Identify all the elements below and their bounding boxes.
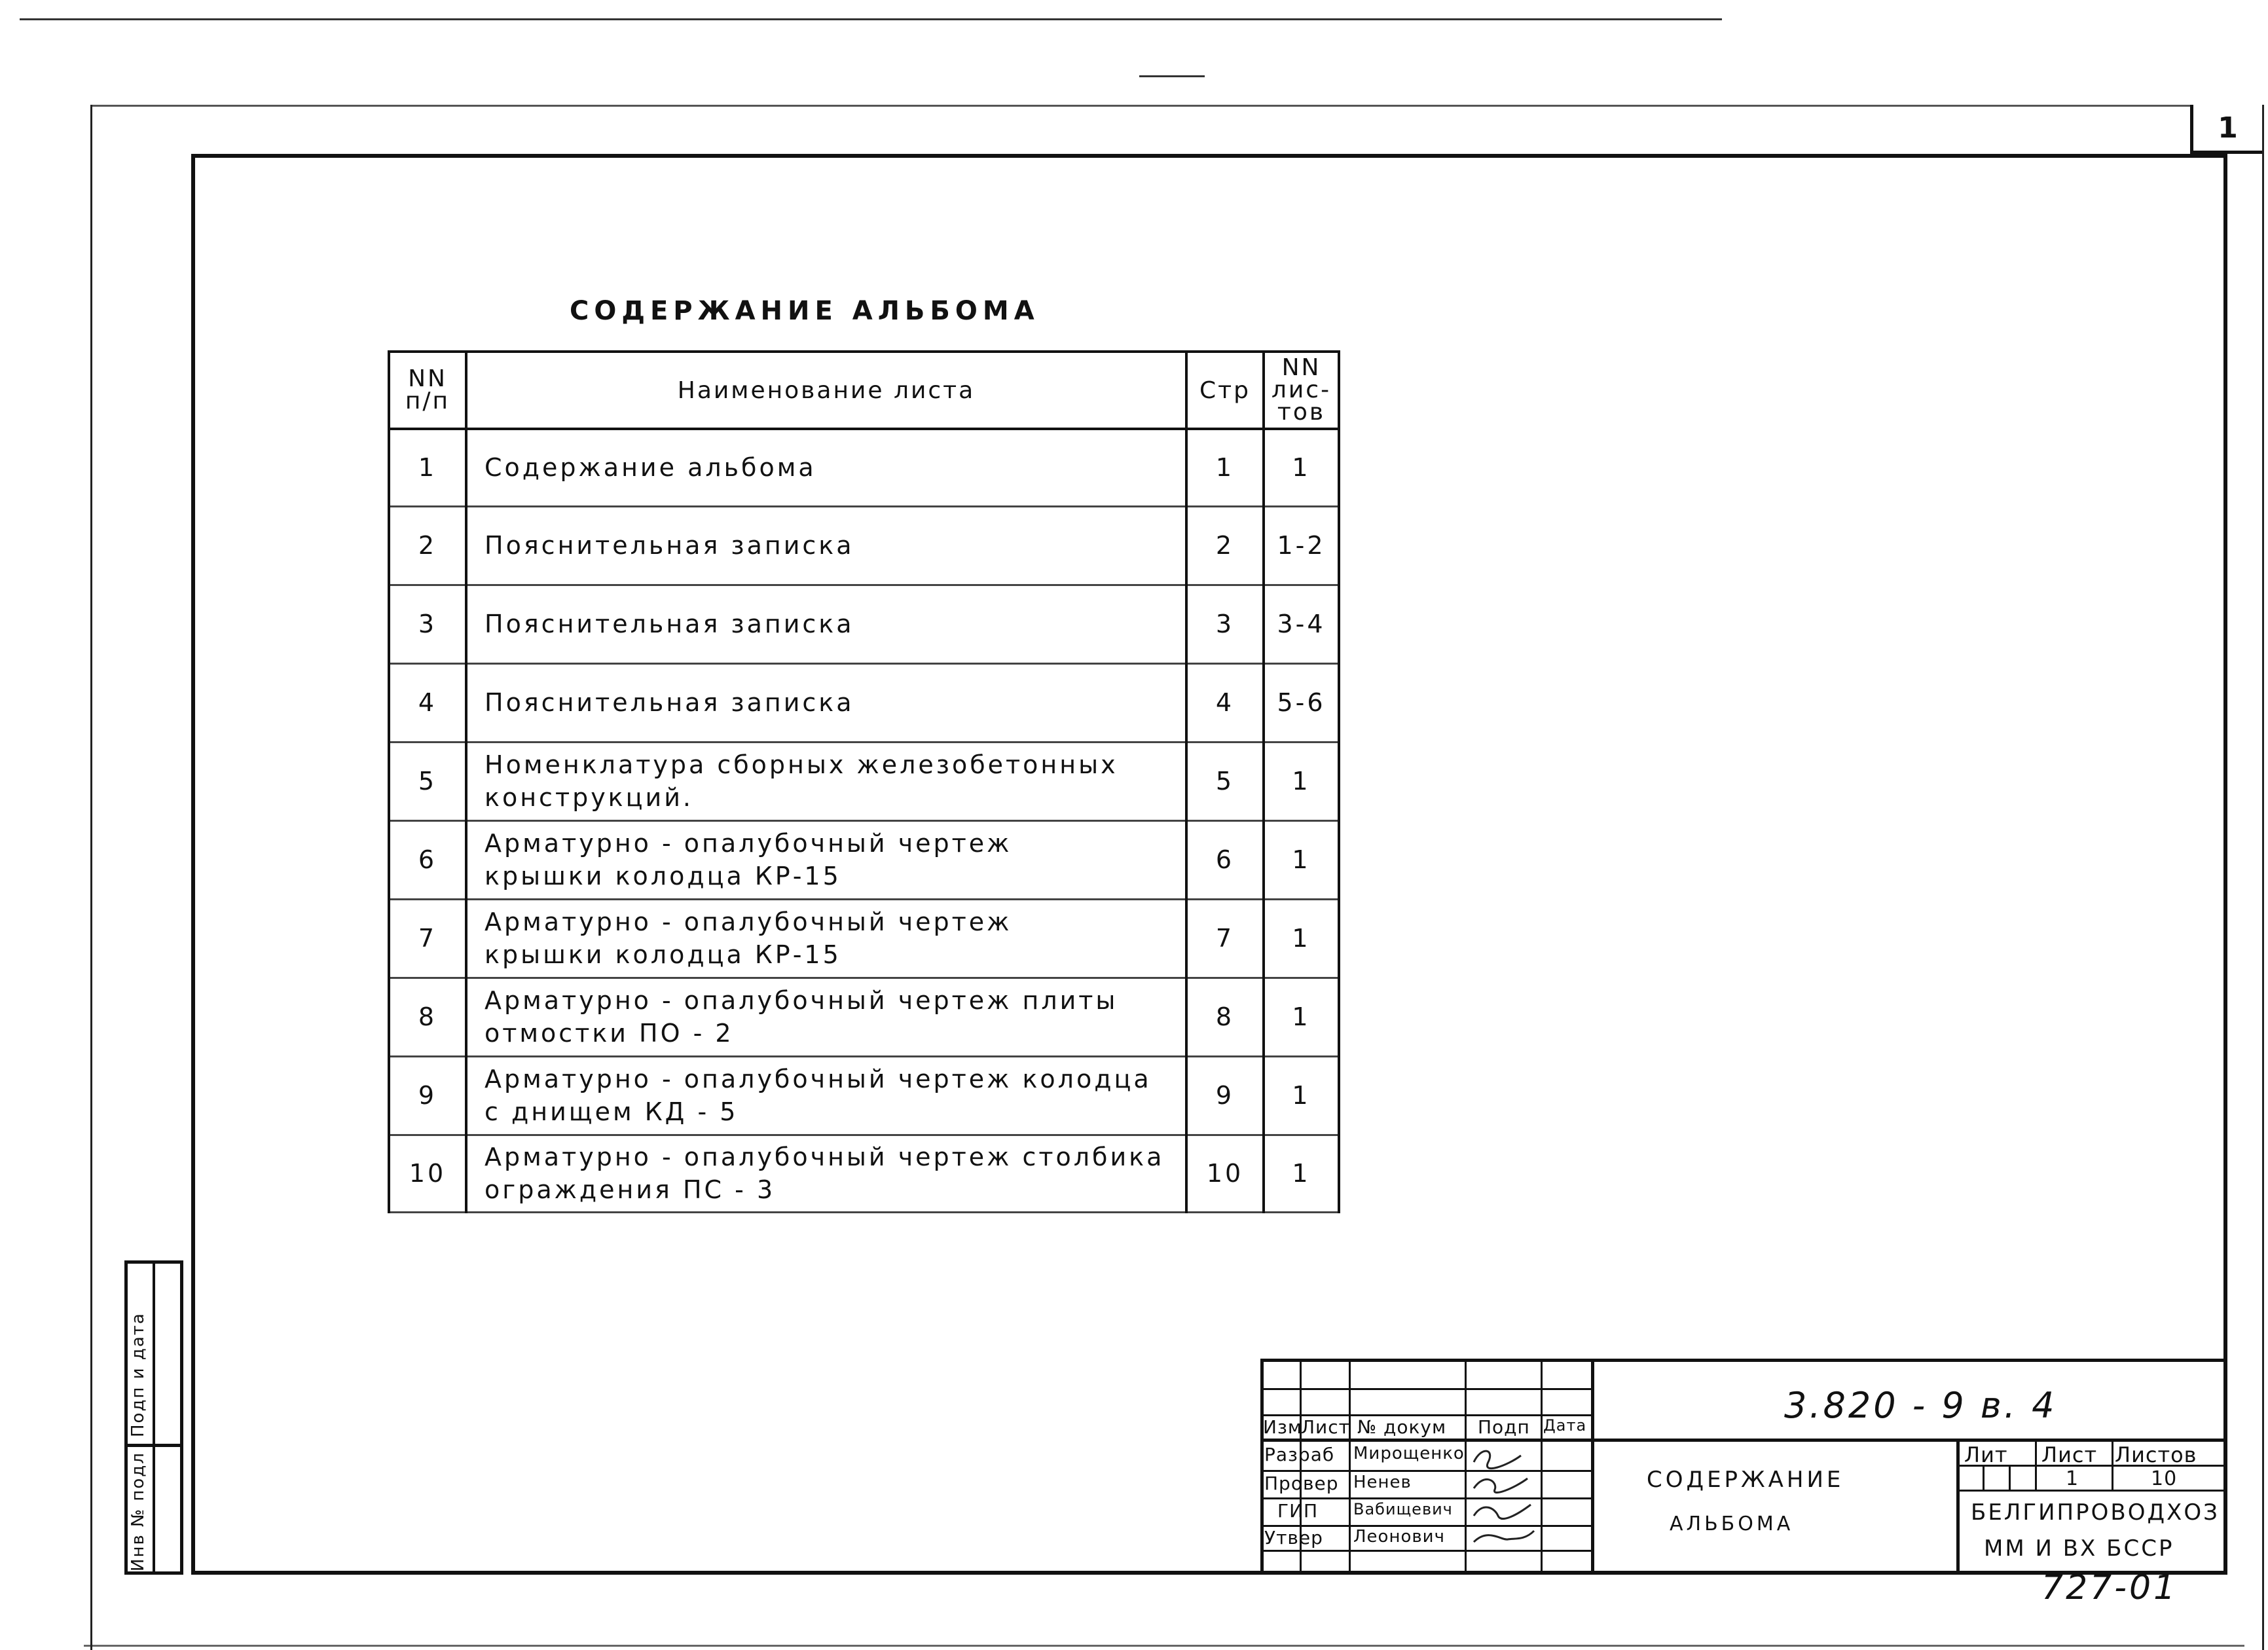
doc-title-line-2: АЛЬБОМА — [1670, 1512, 1794, 1535]
side-stamp-separator — [128, 1444, 180, 1447]
row-page: 9 — [1186, 1056, 1264, 1135]
row-number: 4 — [389, 663, 466, 742]
row-sheet-name-line: с днищем КД - 5 — [485, 1097, 739, 1126]
table-row — [389, 663, 1339, 742]
tb-header-doc: № докум — [1357, 1416, 1447, 1438]
row-sheet-name-line: конструкций. — [485, 783, 693, 812]
row-sheet-name — [466, 978, 1186, 1056]
row-sheet-name-line: ограждения ПС - 3 — [485, 1175, 776, 1204]
sheet-number-box — [2190, 105, 2262, 154]
row-sheets: 3-4 — [1264, 585, 1339, 663]
tb-name-gip: Вабищевич — [1353, 1500, 1453, 1518]
tb-header-sign: Подп — [1478, 1416, 1530, 1438]
tb-role-developer: Разраб — [1264, 1444, 1335, 1465]
row-page: 4 — [1186, 663, 1264, 742]
row-sheets: 1 — [1264, 1056, 1339, 1135]
table-row — [389, 585, 1339, 663]
top-dash-line — [1139, 75, 1205, 77]
side-label-inventory: Инв № подл — [128, 1452, 148, 1571]
tb-name-developer: Мирощенко — [1353, 1444, 1465, 1463]
row-sheet-name — [466, 820, 1186, 899]
table-row — [389, 429, 1339, 506]
row-page: 3 — [1186, 585, 1264, 663]
row-page: 6 — [1186, 820, 1264, 899]
tb-header-izm: Изм — [1263, 1416, 1302, 1438]
row-sheet-name-line: крышки колодца КР-15 — [485, 862, 841, 890]
row-sheet-name-line: Содержание альбома — [485, 453, 816, 483]
table-row — [389, 899, 1339, 978]
row-sheet-name — [466, 429, 1186, 506]
side-stamp-divider — [153, 1264, 155, 1571]
row-sheets: 1-2 — [1264, 506, 1339, 585]
header-page: Стр — [1186, 352, 1264, 429]
header-name: Наименование листа — [466, 352, 1186, 429]
contents-body — [389, 429, 1339, 1212]
row-number: 3 — [389, 585, 466, 663]
row-sheet-name-line: Арматурно - опалубочный чертеж — [485, 829, 1012, 858]
row-number: 6 — [389, 820, 466, 899]
table-row — [389, 1056, 1339, 1135]
row-sheet-name — [466, 1056, 1186, 1135]
sheet-number: 1 — [2218, 111, 2238, 145]
tb-sheets-value: 10 — [2151, 1467, 2178, 1490]
row-number: 1 — [389, 429, 466, 506]
row-sheet-name-line: Номенклатура сборных железобетонных — [485, 750, 1118, 779]
row-sheet-name-line: Пояснительная записка — [485, 531, 854, 560]
row-sheets: 5-6 — [1264, 663, 1339, 742]
row-page: 2 — [1186, 506, 1264, 585]
row-page: 8 — [1186, 978, 1264, 1056]
row-sheets: 1 — [1264, 429, 1339, 506]
row-page: 10 — [1186, 1135, 1264, 1212]
tb-sheet-value: 1 — [2066, 1467, 2079, 1490]
side-label-signature: Подп и дата — [128, 1312, 148, 1437]
row-sheet-name — [466, 742, 1186, 820]
tb-sheet-label: Лист — [2041, 1442, 2098, 1467]
row-sheet-name — [466, 663, 1186, 742]
doc-title-line-1: СОДЕРЖАНИЕ — [1647, 1467, 1844, 1493]
row-sheet-name-line: Арматурно - опалубочный чертеж плиты — [485, 986, 1118, 1015]
row-number: 10 — [389, 1135, 466, 1212]
row-sheet-name-line: Арматурно - опалубочный чертеж — [485, 908, 1012, 936]
row-sheet-name — [466, 585, 1186, 663]
row-sheet-name — [466, 506, 1186, 585]
row-number: 8 — [389, 978, 466, 1056]
row-number: 2 — [389, 506, 466, 585]
tb-name-checker: Ненев — [1353, 1473, 1412, 1492]
row-number: 9 — [389, 1056, 466, 1135]
table-row — [389, 1135, 1339, 1212]
row-page: 1 — [1186, 429, 1264, 506]
row-sheet-name-line: Арматурно - опалубочный чертеж столбика — [485, 1143, 1165, 1171]
row-number: 7 — [389, 899, 466, 978]
row-sheet-name-line: Пояснительная записка — [485, 688, 854, 717]
tb-header-list: Лист — [1301, 1416, 1350, 1438]
tb-name-approver: Леонович — [1353, 1527, 1445, 1547]
signature-marks — [1469, 1442, 1539, 1550]
org-line-1: БЕЛГИПРОВОДХОЗ — [1971, 1499, 2220, 1526]
tb-role-approver: Утвер — [1264, 1527, 1323, 1549]
tb-sheets-label: Листов — [2115, 1442, 2197, 1467]
table-row — [389, 978, 1339, 1056]
page-title: СОДЕРЖАНИЕ АЛЬБОМА — [570, 296, 1040, 326]
bottom-code: 727-01 — [2041, 1568, 2178, 1607]
tb-role-gip: ГИП — [1277, 1500, 1319, 1522]
row-sheet-name-line: Пояснительная записка — [485, 610, 854, 638]
tb-role-checker: Провер — [1264, 1473, 1339, 1494]
table-row — [389, 820, 1339, 899]
tb-lit-label: Лит — [1964, 1442, 2008, 1467]
row-sheets: 1 — [1264, 820, 1339, 899]
row-sheets: 1 — [1264, 899, 1339, 978]
row-sheets: 1 — [1264, 742, 1339, 820]
org-line-2: ММ И ВХ БССР — [1984, 1535, 2174, 1562]
row-page: 5 — [1186, 742, 1264, 820]
title-block — [1260, 1359, 2227, 1575]
row-page: 7 — [1186, 899, 1264, 978]
header-num: NN п/п — [389, 352, 466, 429]
table-row — [389, 742, 1339, 820]
table-row — [389, 506, 1339, 585]
top-edge-line — [20, 18, 1722, 20]
row-sheets: 1 — [1264, 978, 1339, 1056]
row-number: 5 — [389, 742, 466, 820]
row-sheet-name — [466, 1135, 1186, 1212]
row-sheets: 1 — [1264, 1135, 1339, 1212]
row-sheet-name-line: Арматурно - опалубочный чертеж колодца — [485, 1065, 1152, 1093]
row-sheet-name — [466, 899, 1186, 978]
contents-table — [388, 350, 1340, 1213]
header-sheets: NN лис- тов — [1264, 352, 1339, 429]
row-sheet-name-line: крышки колодца КР-15 — [485, 940, 841, 969]
row-sheet-name-line: отмостки ПО - 2 — [485, 1019, 734, 1048]
tb-header-date: Дата — [1543, 1416, 1587, 1435]
document-code: 3.820 - 9 в. 4 — [1784, 1385, 2057, 1426]
